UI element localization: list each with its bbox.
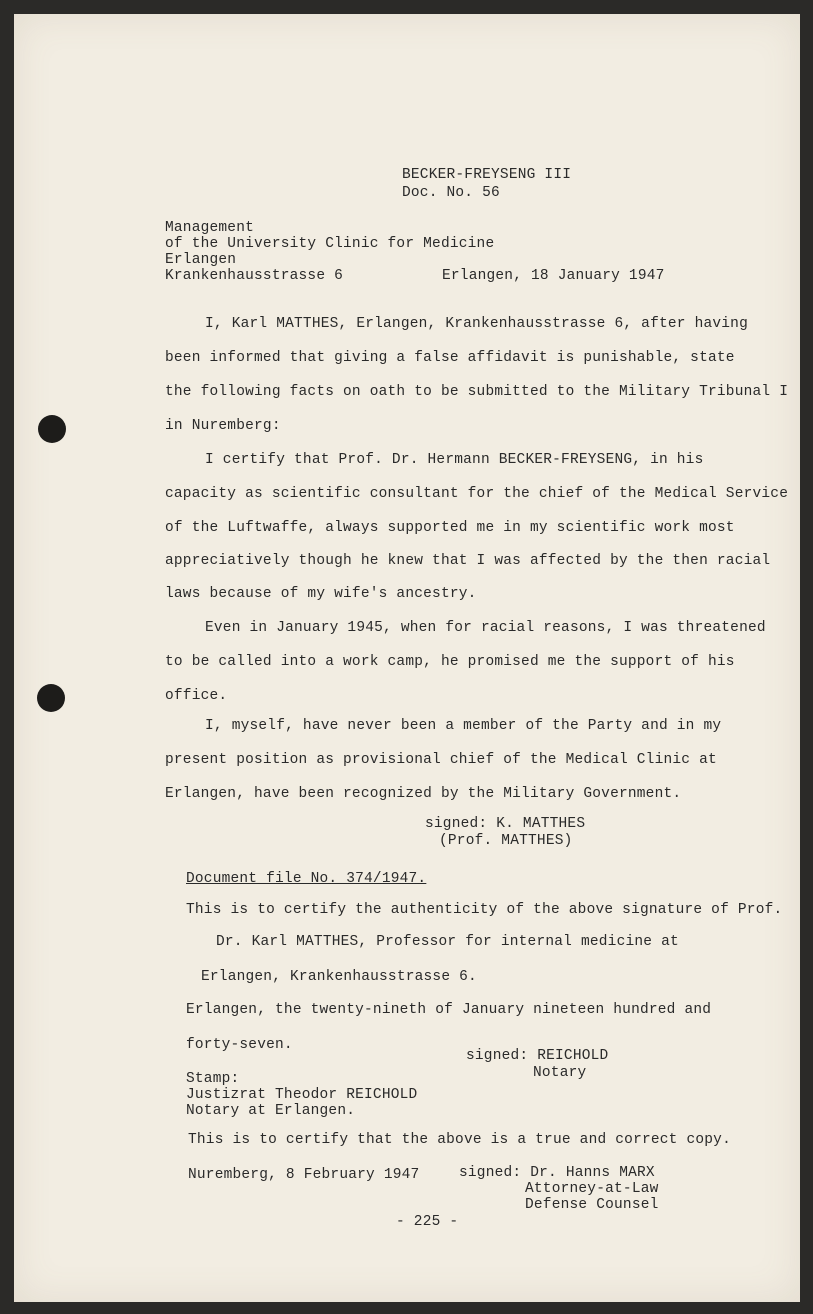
body-line: I, Karl MATTHES, Erlangen, Krankenhausstrasse 6, after having xyxy=(205,316,748,332)
certification-line: Erlangen, Krankenhausstrasse 6. xyxy=(201,969,477,985)
signature-line: signed: K. MATTHES xyxy=(425,816,586,832)
body-line: the following facts on oath to be submitted to the Military Tribunal I xyxy=(165,384,789,400)
counsel-title: Defense Counsel xyxy=(525,1197,659,1213)
counsel-title: Attorney-at-Law xyxy=(525,1181,659,1197)
certification-line: forty-seven. xyxy=(186,1037,293,1053)
page-number: - 225 - xyxy=(396,1214,459,1230)
counsel-signature: signed: Dr. Hanns MARX xyxy=(459,1165,655,1181)
notary-title: Notary xyxy=(533,1065,587,1081)
stamp-label: Stamp: xyxy=(186,1071,240,1087)
place-date: Erlangen, 18 January 1947 xyxy=(442,268,665,284)
doc-reference: BECKER-FREYSENG III xyxy=(402,167,572,183)
body-line: I, myself, have never been a member of the Party and in my xyxy=(205,718,722,734)
body-line: in Nuremberg: xyxy=(165,418,281,434)
sender-line: Krankenhausstrasse 6 xyxy=(165,268,344,284)
body-line: Even in January 1945, when for racial reasons, I was threatened xyxy=(205,620,766,636)
certification-line: Dr. Karl MATTHES, Professor for internal medicine at xyxy=(216,934,679,950)
copy-place-date: Nuremberg, 8 February 1947 xyxy=(188,1167,420,1183)
certification-line: This is to certify the authenticity of the above signature of Prof. xyxy=(186,902,783,918)
sender-line: Management xyxy=(165,220,255,236)
body-line: Erlangen, have been recognized by the Military Government. xyxy=(165,786,682,802)
copy-certification: This is to certify that the above is a true and correct copy. xyxy=(188,1132,731,1148)
body-line: capacity as scientific consultant for the chief of the Medical Service xyxy=(165,486,789,502)
notary-signature: signed: REICHOLD xyxy=(466,1048,609,1064)
body-line: of the Luftwaffe, always supported me in my scientific work most xyxy=(165,520,735,536)
signature-name: (Prof. MATTHES) xyxy=(439,833,573,849)
sender-line: Erlangen xyxy=(165,252,237,268)
document-page xyxy=(14,14,800,1302)
sender-line: of the University Clinic for Medicine xyxy=(165,236,495,252)
body-line: present position as provisional chief of the Medical Clinic at xyxy=(165,752,717,768)
body-line: been informed that giving a false affidavit is punishable, state xyxy=(165,350,735,366)
stamp-line: Notary at Erlangen. xyxy=(186,1103,356,1119)
stamp-line: Justizrat Theodor REICHOLD xyxy=(186,1087,418,1103)
body-line: to be called into a work camp, he promised me the support of his xyxy=(165,654,735,670)
body-line: office. xyxy=(165,688,228,704)
punch-hole xyxy=(37,684,65,712)
doc-number: Doc. No. 56 xyxy=(402,185,500,201)
document-file-number: Document file No. 374/1947. xyxy=(186,871,427,887)
body-line: appreciatively though he knew that I was affected by the then racial xyxy=(165,553,771,569)
punch-hole xyxy=(38,415,66,443)
body-line: laws because of my wife's ancestry. xyxy=(165,586,477,602)
body-line: I certify that Prof. Dr. Hermann BECKER-FREYSENG, in his xyxy=(205,452,704,468)
certification-line: Erlangen, the twenty-nineth of January nineteen hundred and xyxy=(186,1002,712,1018)
